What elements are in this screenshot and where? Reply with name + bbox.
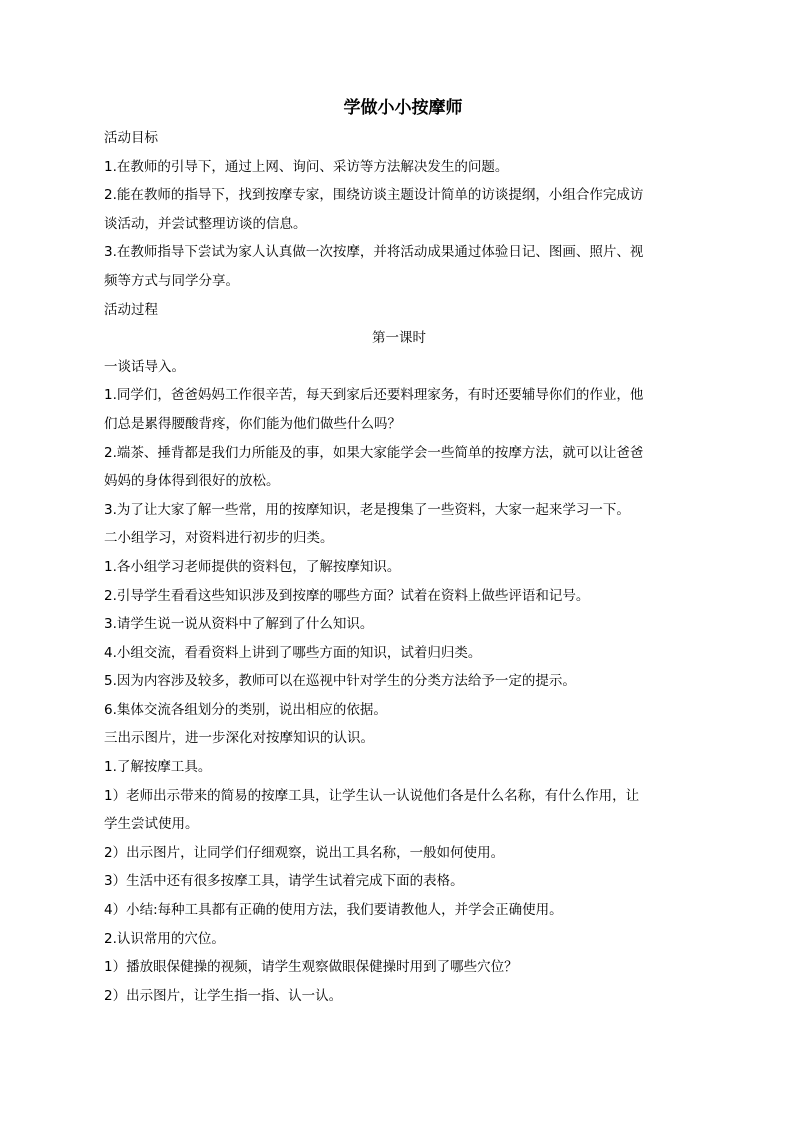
text-line: 活动目标 xyxy=(104,130,158,146)
text-line: 1.在教师的引导下，通过上网、询问、采访等方法解决发生的问题。 xyxy=(104,158,509,175)
text-line: 3.在教师指导下尝试为家人认真做一次按摩，并将活动成果通过体验日记、图画、照片、视 xyxy=(104,244,644,261)
text-line: 学生尝试使用。 xyxy=(104,816,199,833)
text-line: 2.引导学生看看这些知识涉及到按摩的哪些方面？试着在资料上做些评语和记号。 xyxy=(104,587,590,604)
text-line: 三出示图片，进一步深化对按摩知识的认识。 xyxy=(104,730,374,747)
text-line: 频等方式与同学分享。 xyxy=(104,272,239,289)
text-line: 1）播放眼保健操的视频，请学生观察做眼保健操时用到了哪些穴位？ xyxy=(104,959,518,976)
text-line: 4.小组交流，看看资料上讲到了哪些方面的知识，试着归归类。 xyxy=(104,644,482,661)
text-line: 4）小结:每种工具都有正确的使用方法，我们要请教他人，并学会正确使用。 xyxy=(104,902,563,919)
text-line: 1.同学们，爸爸妈妈工作很辛苦，每天到家后还要料理家务，有时还要辅导你们的作业，他 xyxy=(104,387,644,404)
text-line: 2）出示图片，让同学们仔细观察，说出工具名称，一般如何使用。 xyxy=(104,844,505,861)
text-line: 1.了解按摩工具。 xyxy=(104,759,212,776)
text-line: 活动过程 xyxy=(104,301,158,318)
text-line: 二小组学习，对资料进行初步的归类。 xyxy=(104,530,334,547)
text-line: 妈妈的身体得到很好的放松。 xyxy=(104,473,280,490)
text-line: 一谈话导入。 xyxy=(104,358,185,375)
document-title: 学做小小按摩师 xyxy=(343,98,463,118)
text-line: 2.能在教师的指导下，找到按摩专家，围绕访谈主题设计简单的访谈提纲，小组合作完成访 xyxy=(104,187,644,204)
text-line: 们总是累得腰酸背疼，你们能为他们做些什么吗？ xyxy=(104,415,401,432)
document-body xyxy=(104,124,694,1010)
text-line: 2）出示图片，让学生指一指、认一认。 xyxy=(104,987,343,1004)
text-line: 3.请学生说一说从资料中了解到了什么知识。 xyxy=(104,616,374,633)
section-heading: 第一课时 xyxy=(372,330,426,347)
text-line: 谈活动，并尝试整理访谈的信息。 xyxy=(104,215,307,232)
text-line: 5.因为内容涉及较多，教师可以在巡视中针对学生的分类方法给予一定的提示。 xyxy=(104,673,576,690)
text-line: 1.各小组学习老师提供的资料包，了解按摩知识。 xyxy=(104,558,401,575)
text-line: 2.端茶、捶背都是我们力所能及的事，如果大家能学会一些简单的按摩方法，就可以让爸爸 xyxy=(104,444,644,461)
text-line: 1）老师出示带来的简易的按摩工具，让学生认一认说他们各是什么名称，有什么作用，让 xyxy=(104,787,640,804)
text-line: 3）生活中还有很多按摩工具，请学生试着完成下面的表格。 xyxy=(104,873,464,890)
text-line: 2.认识常用的穴位。 xyxy=(104,930,225,947)
text-line: 3.为了让大家了解一些常，用的按摩知识，老是搜集了一些资料，大家一起来学习一下。 xyxy=(104,501,630,518)
text-line: 6.集体交流各组划分的类别，说出相应的依据。 xyxy=(104,701,387,718)
